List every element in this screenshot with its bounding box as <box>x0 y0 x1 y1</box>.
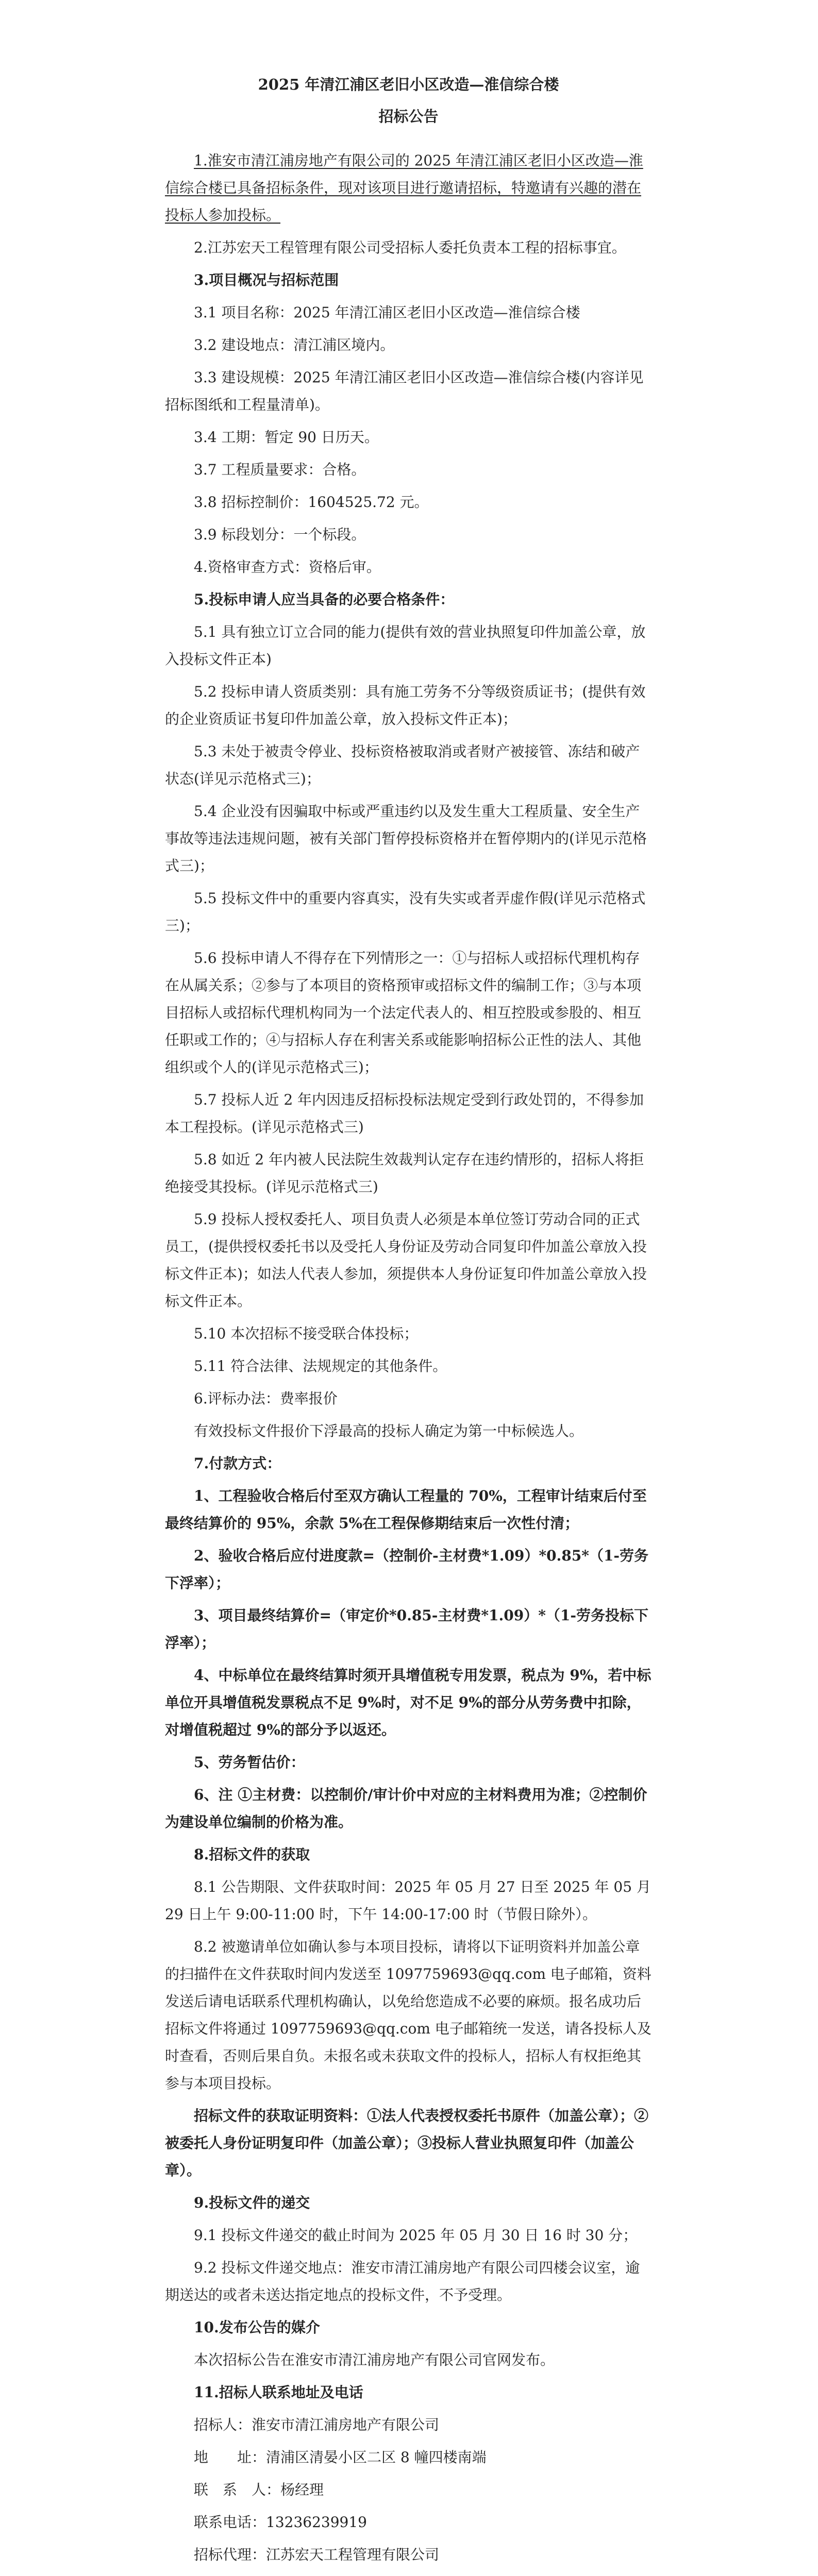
document-title: 2025 年清江浦区老旧小区改造—淮信综合楼 <box>258 76 559 93</box>
paragraph: 3.项目概况与招标范围 <box>194 272 339 289</box>
paragraph: 3.1 项目名称：2025 年清江浦区老旧小区改造—淮信综合楼 <box>194 304 580 321</box>
paragraph: 4、中标单位在最终结算时须开具增值税专用发票，税点为 9%，若中标单位开具增值税发票税点不足 9%时，对不足 9%的部分从劳务费中扣除，对增值税超过 9%的部分予以返还。 <box>165 1667 652 1738</box>
paragraph: 11.招标人联系地址及电话 <box>194 2384 363 2401</box>
paragraph: 4.资格审查方式：资格后审。 <box>194 558 381 575</box>
paragraph: 6、注 ①主材费：以控制价/审计价中对应的主材料费用为准；②控制价为建设单位编制的价格为准。 <box>165 1786 647 1831</box>
paragraph: 招标文件的获取证明资料：①法人代表授权委托书原件（加盖公章）；②被委托人身份证明复印件（加盖公章）；③投标人营业执照复印件（加盖公章）。 <box>165 2107 649 2179</box>
paragraph: 5.8 如近 2 年内被人民法院生效裁判认定存在违约情形的，招标人将拒绝接受其投标。(详见示范格式三) <box>165 1151 644 1195</box>
paragraph: 5.3 未处于被责令停业、投标资格被取消或者财产被接管、冻结和破产状态(详见示范格式三)； <box>165 743 640 787</box>
paragraph: 9.投标文件的递交 <box>194 2194 310 2211</box>
paragraph: 9.1 投标文件递交的截止时间为 2025 年 05 月 30 日 16 时 30 分； <box>194 2227 638 2244</box>
paragraph: 5.1 具有独立订立合同的能力(提供有效的营业执照复印件加盖公章，放入投标文件正本) <box>165 623 646 668</box>
document-body <box>165 147 652 2576</box>
paragraph: 3.3 建设规模：2025 年清江浦区老旧小区改造—淮信综合楼(内容详见招标图纸和工程量清单)。 <box>165 369 644 413</box>
paragraph: 3.2 建设地点：清江浦区境内。 <box>194 336 395 353</box>
paragraph: 招标代理：江苏宏天工程管理有限公司 <box>194 2546 440 2563</box>
paragraph: 2.江苏宏天工程管理有限公司受招标人委托负责本工程的招标事宜。 <box>194 239 626 256</box>
paragraph: 5、劳务暂估价： <box>194 1754 305 1771</box>
paragraph: 5.9 投标人授权委托人、项目负责人必须是本单位签订劳动合同的正式员工，(提供授权委托书以及受托人身份证及劳动合同复印件加盖公章放入投标文件正本)；如法人代表人参加，须提供本人身份证复印件加盖公章放入投标文件正本。 <box>165 1211 647 1310</box>
paragraph: 1、工程验收合格后付至双方确认工程量的 70%，工程审计结束后付至最终结算价的 95%，余款 5%在工程保修期结束后一次性付清； <box>165 1487 647 1532</box>
paragraph: 3.8 招标控制价：1604525.72 元。 <box>194 494 429 511</box>
paragraph: 有效投标文件报价下浮最高的投标人确定为第一中标候选人。 <box>194 1422 584 1439</box>
paragraph: 7.付款方式： <box>194 1455 281 1472</box>
paragraph: 5.投标申请人应当具备的必要合格条件： <box>194 591 455 608</box>
paragraph: 8.招标文件的获取 <box>194 1846 310 1863</box>
paragraph: 5.5 投标文件中的重要内容真实，没有失实或者弄虚作假(详见示范格式三)； <box>165 890 646 934</box>
paragraph: 8.2 被邀请单位如确认参与本项目投标，请将以下证明资料并加盖公章的扫描件在文件获取时间内发送至 1097759693@qq.com 电子邮箱，资料发送后请电话联系代理机构确认，以免给您造成不必要的麻烦。报名成功后招标文件将通过 1097759693@qq.com 电子邮箱统一发送，请各投标人及时查看，否则后果自负。未报名或未获取文件的投标人，招标人有权拒绝其参与本项目投标。 <box>165 1938 652 2092</box>
paragraph: 3.4 工期：暂定 90 日历天。 <box>194 429 379 446</box>
paragraph <box>165 2573 652 2576</box>
paragraph: 5.2 投标申请人资质类别：具有施工劳务不分等级资质证书；(提供有效的企业资质证书复印件加盖公章，放入投标文件正本)； <box>165 683 646 727</box>
paragraph: 10.发布公告的媒介 <box>194 2319 320 2336</box>
paragraph: 联 系 人：杨经理 <box>194 2481 324 2498</box>
paragraph: 招标人：淮安市清江浦房地产有限公司 <box>194 2416 440 2433</box>
paragraph: 5.7 投标人近 2 年内因违反招标投标法规定受到行政处罚的，不得参加本工程投标。(详见示范格式三) <box>165 1091 644 1136</box>
paragraph: 5.4 企业没有因骗取中标或严重违约以及发生重大工程质量、安全生产事故等违法违规问题，被有关部门暂停投标资格并在暂停期内的(详见示范格式三)； <box>165 803 647 874</box>
document-subtitle: 招标公告 <box>378 108 439 125</box>
paragraph: 地 址：清浦区清晏小区二区 8 幢四楼南端 <box>194 2449 487 2466</box>
paragraph: 9.2 投标文件递交地点：淮安市清江浦房地产有限公司四楼会议室，逾期送达的或者未送达指定地点的投标文件，不予受理。 <box>165 2259 640 2303</box>
paragraph: 联系电话：13236239919 <box>194 2514 367 2531</box>
paragraph: 5.11 符合法律、法规规定的其他条件。 <box>194 1358 447 1375</box>
paragraph: 5.10 本次招标不接受联合体投标； <box>194 1325 419 1342</box>
paragraph: 8.1 公告期限、文件获取时间：2025 年 05 月 27 日至 2025 年 05 月 29 日上午 9:00-11:00 时，下午 14:00-17:00 时（节假日除外）。 <box>165 1878 651 1923</box>
paragraph: 5.6 投标申请人不得存在下列情形之一：①与招标人或招标代理机构存在从属关系；②参与了本项目的资格预审或招标文件的编制工作；③与本项目招标人或招标代理机构同为一个法定代表人的、相互控股或参股的、相互任职或工作的；④与招标人存在利害关系或能影响招标公正性的法人、其他组织或个人的(详见示范格式三)； <box>165 950 642 1076</box>
paragraph: 本次招标公告在淮安市清江浦房地产有限公司官网发布。 <box>194 2351 555 2368</box>
paragraph: 3.9 标段划分：一个标段。 <box>194 526 366 543</box>
paragraph: 1.淮安市清江浦房地产有限公司的 2025 年清江浦区老旧小区改造—淮信综合楼已具备招标条件，现对该项目进行邀请招标，特邀请有兴趣的潜在投标人参加投标。 <box>165 152 643 224</box>
paragraph: 2、验收合格后应付进度款=（控制价-主材费*1.09）*0.85*（1-劳务下浮率）； <box>165 1547 648 1591</box>
paragraph: 6.评标办法：费率报价 <box>194 1390 338 1407</box>
paragraph: 3.7 工程质量要求：合格。 <box>194 461 366 478</box>
paragraph: 3、项目最终结算价=（审定价*0.85-主材费*1.09）*（1-劳务投标下浮率）； <box>165 1607 648 1651</box>
announcement-document <box>165 77 652 2576</box>
